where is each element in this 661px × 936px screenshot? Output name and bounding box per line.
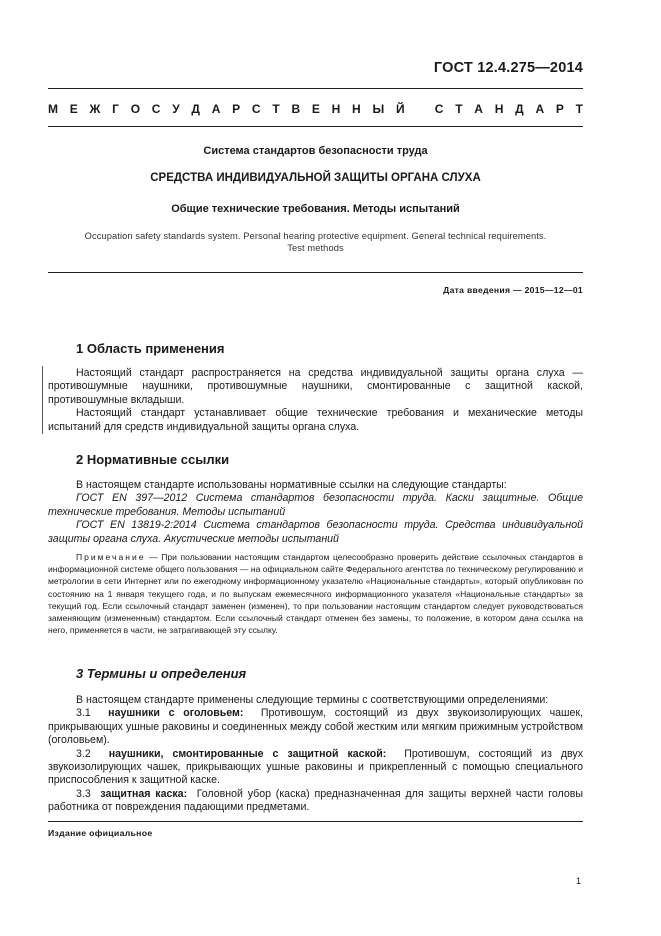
note-text: — При пользовании настоящим стандартом целесообразно проверить действие ссылочных стандартов в информационной системе общего пользования — на официальном сайте Федерального агентства по техническому регулированию и метрологии в сети Интернет или по ежегодному информационному указателю «Национальные стандарты», который опубликован по состоянию на 1 января текущего года, и по выпускам ежемесячного информационного указателя «Национальные стандарты» за текущий год. Если ссылочный стандарт заменен (изменен), то при пользовании настоящим стандартом следует руководствоваться заменяющим (измененным) стандартом. Если ссылочный стандарт отменен без замены, то положение, в котором дана ссылка на него, применяется в части, не затрагивающей эту ссылку. (48, 552, 583, 636)
english-title-line1: Occupation safety standards system. Personal hearing protective equipment. General technical requirements. (84, 231, 547, 241)
heading-letter: Д (515, 102, 524, 116)
note-label: Примечание (76, 552, 146, 562)
heading-letter: С (434, 102, 444, 116)
heading-letter: Е (311, 102, 320, 116)
term-definition: Головной убор (каска) предназначенная для защиты верхней части головы работника от повреждения падающими предметами. (48, 787, 583, 814)
heading-letter: Т (272, 102, 280, 116)
section-2-paragraph: В настоящем стандарте использованы нормативные ссылки на следующие стандарты: (76, 479, 507, 491)
term-3-2 (48, 748, 583, 788)
term-definition: Противошум, состоящий из двух звукоизолирующих чашек, прикрывающих ушные раковины и соединенных между собой жестким или мягким прижимным устройством (оголовьем). (48, 707, 584, 747)
note-block (48, 551, 583, 636)
heading-gap (416, 102, 423, 116)
term-number: 3.1 (76, 707, 91, 720)
document-number: ГОСТ 12.4.275—2014 (433, 60, 583, 76)
top-rule (48, 88, 583, 89)
term-name: защитная каска: (100, 787, 188, 800)
heading-letter: А (211, 102, 221, 116)
section-2-heading: 2 Нормативные ссылки (76, 452, 230, 467)
heading-letter: Р (232, 102, 241, 116)
term-number: 3.2 (76, 747, 91, 760)
section-3-paragraph: В настоящем стандарте применены следующие термины с соответствующими определениями: (76, 694, 549, 706)
heading-letter: Ж (89, 102, 101, 116)
english-title (48, 230, 583, 254)
reference-gost-en-397: ГОСТ EN 397—2012 Система стандартов безопасности труда. Каски защитные. Общие технические требования. Методы испытаний (48, 492, 583, 518)
edition-label: Издание официальное (48, 828, 153, 838)
heading-letter: Г (112, 102, 119, 116)
heading-letter: В (291, 102, 301, 116)
term-name: наушники, смонтированные с защитной каской: (108, 747, 387, 760)
section-3-heading: 3 Термины и определения (76, 666, 247, 681)
heading-letter: Р (555, 102, 564, 116)
section-2-body (48, 479, 583, 546)
heading-letter: Д (191, 102, 200, 116)
section-1-paragraph: Настоящий стандарт распространяется на средства индивидуальной защиты органа слуха — противошумные наушники, противошумные наушники, смонтированные с защитной каской, противошумные вкладыши. (48, 367, 583, 406)
heading-letter: Ы (372, 102, 385, 116)
change-bar (42, 366, 43, 434)
footer-rule (48, 821, 583, 822)
section-1-heading: 1 Область применения (76, 341, 225, 356)
heading-letter: Т (455, 102, 463, 116)
english-title-line2: Test methods (287, 243, 344, 253)
section-1-body (48, 367, 583, 434)
section-3-body (48, 694, 583, 815)
title-bottom-rule (48, 272, 583, 273)
heading-letter: М (48, 102, 58, 116)
heading-letter: Е (69, 102, 78, 116)
term-definition: Противошум, состоящий из двух звукоизолирующих чашек, прикрывающих ушные раковины и прикрепленный с помощью специального приспособления к защитной каске. (48, 747, 584, 787)
heading-letter: С (151, 102, 161, 116)
term-name: наушники с оголовьем: (108, 707, 244, 720)
term-3-1 (48, 707, 583, 747)
heading-letter: О (130, 102, 141, 116)
system-title: Система стандартов безопасности труда (203, 145, 428, 157)
heading-letter: У (172, 102, 180, 116)
standard-type-heading (48, 102, 583, 116)
reference-gost-en-13819: ГОСТ EN 13819-2:2014 Система стандартов безопасности труда. Средства индивидуальной защиты органа слуха. Акустические методы испытаний (48, 519, 583, 545)
subtitle: Общие технические требования. Методы испытаний (171, 203, 460, 215)
heading-letter: Н (352, 102, 361, 116)
section-1-paragraph: Настоящий стандарт устанавливает общие технические требования и механические методы испытаний для средств индивидуальной защиты органа слуха. (48, 407, 583, 433)
second-rule (48, 126, 583, 127)
heading-letter: Т (575, 102, 583, 116)
heading-letter: А (535, 102, 545, 116)
introduction-date: Дата введения — 2015—12—01 (443, 285, 583, 295)
heading-letter: А (474, 102, 483, 116)
main-title: СРЕДСТВА ИНДИВИДУАЛЬНОЙ ЗАЩИТЫ ОРГАНА СЛУХА (150, 172, 481, 184)
heading-letter: С (251, 102, 261, 116)
term-number: 3.3 (76, 787, 91, 800)
heading-letter: Й (395, 102, 405, 116)
term-3-3 (48, 788, 583, 815)
heading-letter: Н (494, 102, 504, 116)
page-number: 1 (575, 876, 581, 886)
heading-letter: Н (331, 102, 341, 116)
